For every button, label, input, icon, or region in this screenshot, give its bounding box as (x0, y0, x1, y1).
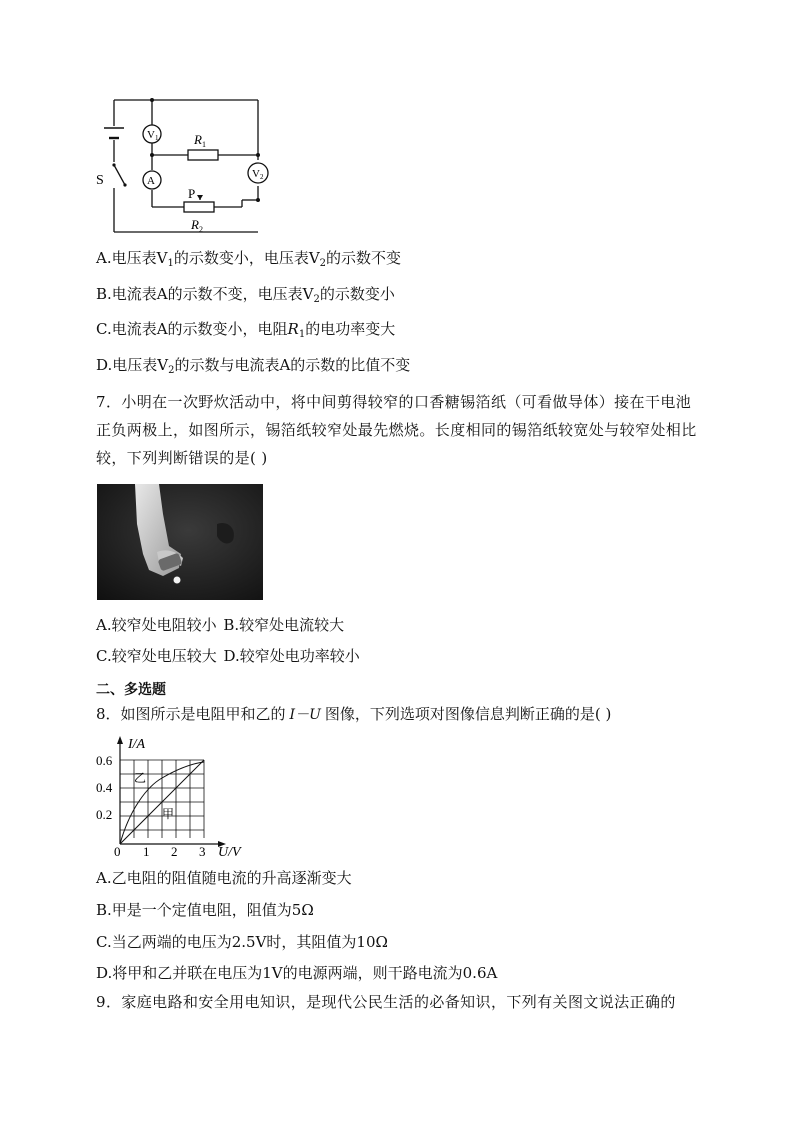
iu-graph (92, 730, 252, 860)
resistor-r2-label: $R_2$ (191, 217, 203, 234)
x-tick-0: 0 (114, 844, 121, 859)
x-tick-1: 1 (143, 844, 150, 859)
line-label-jia: 甲 (162, 807, 175, 821)
q9-question: 9．家庭电路和安全用电知识，是现代公民生活的必备知识，下列有关图文说法正确的 (96, 993, 676, 1011)
circuit-diagram (92, 92, 282, 240)
voltmeter-v2-label: V2 (252, 168, 264, 181)
curve-label-yi: 乙 (134, 771, 147, 785)
q6-option-c: C.电流表A的示数变小，电阻$R_1$的电功率变大 (96, 320, 396, 340)
q7-options-row-2: C.较窄处电压较大 D.较窄处电功率较小 (96, 647, 360, 665)
q6-option-b: B.电流表A的示数不变，电压表$V_2$的示数变小 (96, 285, 395, 305)
q8-option-c: C.当乙两端的电压为2.5V时，其阻值为10Ω (96, 933, 388, 951)
q8-question: 8．如图所示是电阻甲和乙的 I－U 图像，下列选项对图像信息判断正确的是( ) (96, 705, 612, 723)
q8-option-d: D.将甲和乙并联在电压为1V的电源两端，则干路电流为0.6A (96, 964, 498, 982)
voltmeter-v1-label: V1 (147, 129, 159, 142)
x-axis-label: U/V (218, 845, 241, 860)
resistor-r1-label: $R_1$ (194, 132, 206, 149)
y-tick-0.2: 0.2 (96, 807, 113, 822)
q7-question: 7．小明在一次野炊活动中，将中间剪得较窄的口香糖锡箔纸（可看做导体）接在干电池正负两极上，如图所示，锡箔纸较窄处最先燃烧。长度相同的锡箔纸较宽处与较窄处相比较，下列判断错误的是( ) (96, 393, 697, 467)
y-tick-0.6: 0.6 (96, 753, 113, 768)
section-heading-multi-choice: 二、多选题 (96, 682, 166, 698)
x-tick-2: 2 (171, 844, 178, 859)
q6-option-d: D.电压表$V_2$的示数与电流表A的示数的比值不变 (96, 356, 411, 376)
q8-option-b: B.甲是一个定值电阻，阻值为5Ω (96, 901, 314, 919)
q7-options-row-1: A.较窄处电阻较小 B.较窄处电流较大 (96, 616, 345, 634)
y-axis-label: I/A (128, 737, 146, 752)
y-tick-0.4: 0.4 (96, 780, 113, 795)
x-tick-3: 3 (199, 844, 206, 859)
ammeter-label: A (147, 175, 155, 187)
foil-experiment-photo (97, 484, 263, 600)
q8-option-a: A.乙电阻的阻值随电流的升高逐渐变大 (96, 869, 352, 887)
slider-p-label: P (188, 186, 196, 201)
switch-label: S (96, 173, 104, 188)
q6-option-a: A.电压表$V_1$的示数变小，电压表$V_2$的示数不变 (96, 249, 402, 269)
